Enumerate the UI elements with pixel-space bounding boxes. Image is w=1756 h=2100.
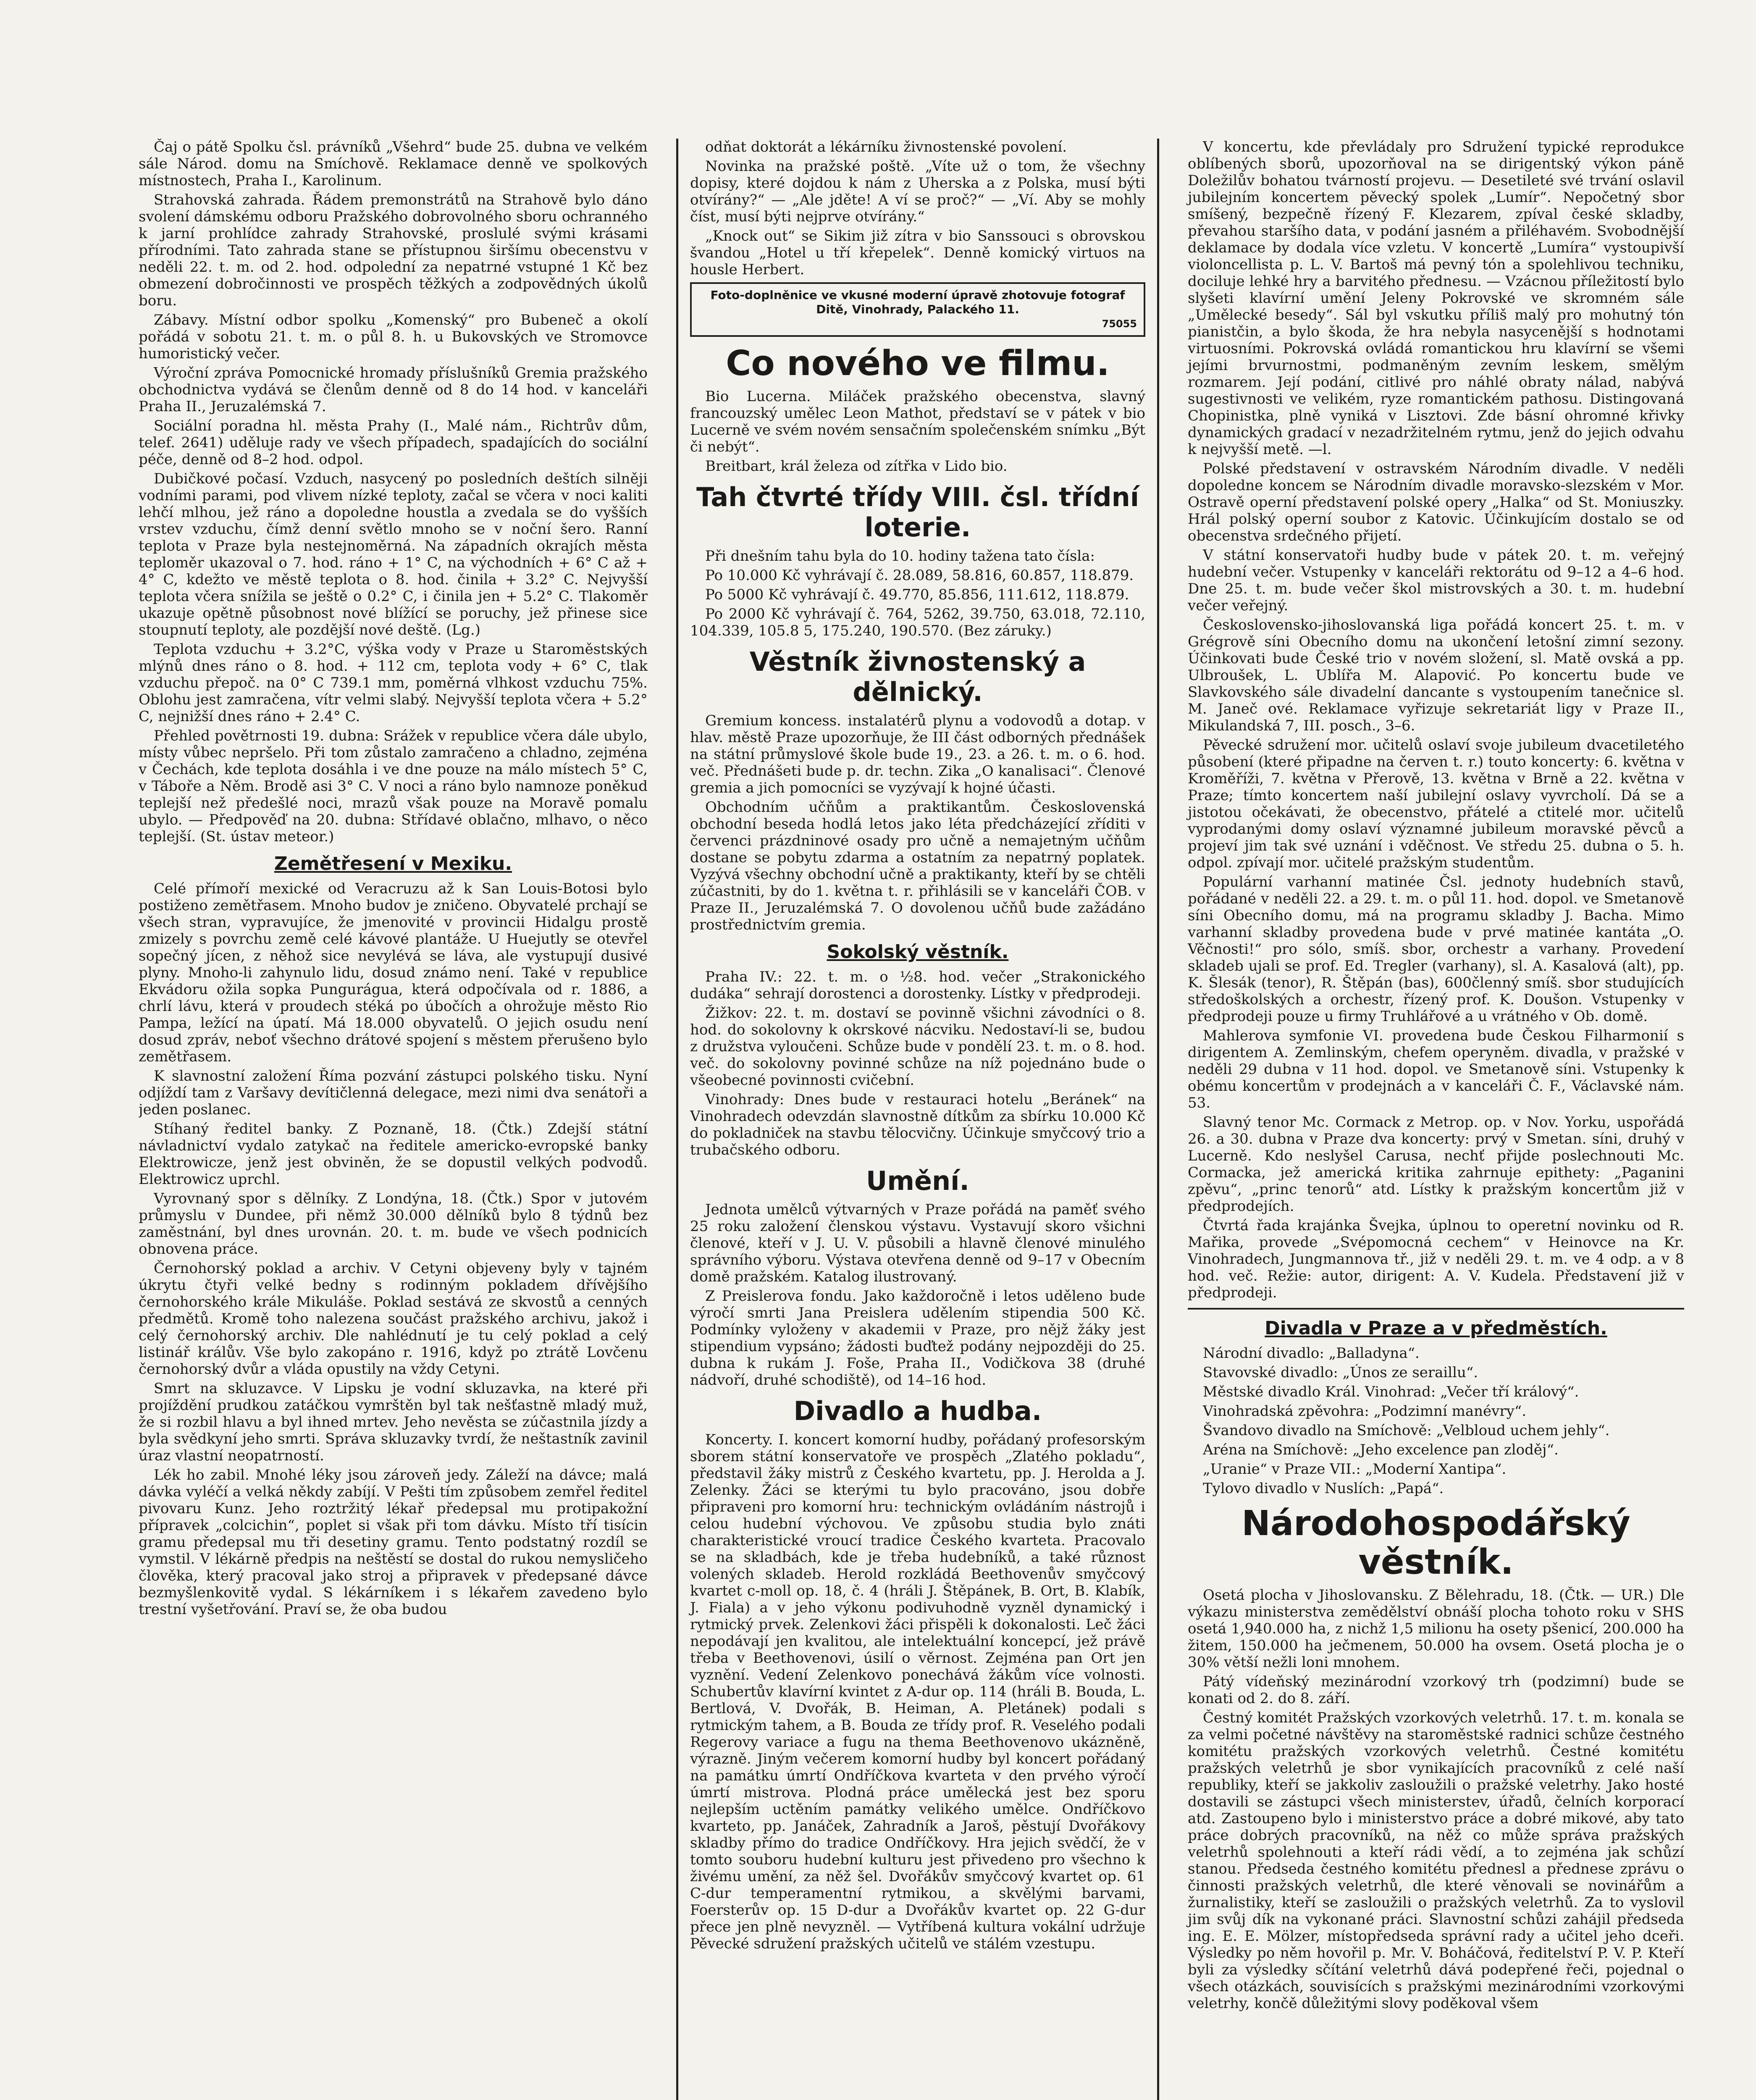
article-paragraph: Populární varhanní matinée Čsl. jednoty hudebních stavů, pořádané v neděli 22. a 29. t. m. o půl 11. hod. dopol. ve Smetanově síni Obecního domu, má na programu skladby J. Bacha. Mimo varhanní skladby provedena bude v prvé matinée kantáta „O. Věčnosti!“ pro sólo, smíš. sbor, orchestr a varhany. Provedení skladeb ujali se prof. Ed. Tregler (varhany), sl. A. Kasalová (alt), pp. K. Šlesák (tenor), R. Štěpán (bas), 600členný smíš. sbor studujících středoškolských a orchestr, řízený prof. K. Doušon. Vstupenky v předprodeji pouze u firmy Truhlářové a u vrátného v Ob. domě.: [1188, 874, 1684, 1025]
column-3: [1176, 139, 1684, 2100]
article-paragraph: Gremium koncess. instalatérů plynu a vodovodů a dotap. v hlav. městě Praze upozorňuje, že III část odborných přednášek na státní průmyslové škole bude 19., 23. a 26. t. m. o 6. hod. več. Přednášeti bude p. dr. techn. Zika „O kanalisaci“. Členové gremia a jich pomocníci se vyzývají k hojné účasti.: [690, 712, 1145, 796]
advertisement-number: 75055: [1102, 318, 1137, 330]
section-heading: Co nového ve filmu.: [726, 344, 1110, 383]
article-paragraph: V koncertu, kde převládaly pro Sdružení typické reprodukce oblíbených sborů, upozorňoval na se dirigentský výkon páně Doležilův bohatou tvárností projevu. — Desetileté své trvání oslavil jubilejním koncertem pěvecký spolek „Lumír“. Nepočetný sbor smíšený, bezpečně řízený F. Klezarem, zpíval české skladby, převahou staršího data, v podání jasném a přiléhavém. Svobodnější deklamace by dodala více vzletu. V koncertě „Lumíra“ vystoupivší violoncellista p. L. V. Bartoš má pevný tón a spolehlivou techniku, dociluje lehké hry a barvitého přednesu. — Vzácnou příležitostí bylo slyšeti klavírní umění Jeleny Pokrovské ve skromném sále „Umělecké besedy“. Sál byl vskutku příliš malý pro mohutný tón pianistčin, a bylo škoda, že hra nebyla nasycenější s hodnotami virtuosními. Pokrovská ovládá romantickou hru klavírní se všemi jejími brvurnostmi, podmaněným zevním leskem, smělým rozmarem. Její podání, citlivé pro náhlé obraty nálad, nabývá sugestivnosti ve velikém, ryze romantickém pathosu. Distingovaná Chopinistka, plně vyniká v Lisztovi. Zde básní ohromné křivky dynamických gradací v nezadržitelném rytmu, jenž do jejich odvahu k nejvyšší metě. —l.: [1188, 139, 1684, 458]
advertisement-box: [690, 282, 1145, 337]
article-paragraph: Z Preislerova fondu. Jako každoročně i letos uděleno bude výročí smrti Jana Preislera udělením stipendia 500 Kč. Podmínky vyloženy v akademii v Praze, pro nějž žáky jest stipendium vypsáno; žádosti buďtež podány nejpozději do 25. dubna k rukám J. Foše, Praha II., Vodičkova 38 (druhé nádvoří, druhé schodiště), od 14–16 hod.: [690, 1288, 1145, 1389]
article-paragraph: Stavovské divadlo: „Únos ze seraillu“.: [1203, 1364, 1478, 1381]
article-paragraph: Jednota umělců výtvarných v Praze pořádá na paměť svého 25 roku založení členskou výstavu. Vystavují skoro všichni členové, kteří v J. U. V. působili a hlavně členové minulého správního výboru. Výstava otevřena denně od 9–17 v Obecním domě pražském. Katalog ilustrovaný.: [690, 1201, 1145, 1285]
article-paragraph: Národní divadlo: „Balladyna“.: [1203, 1345, 1420, 1362]
article-paragraph: Praha IV.: 22. t. m. o ½8. hod. večer „Strakonického dudáka“ sehrají dorostenci a dorostenky. Lístky v předprodeji.: [690, 969, 1145, 1002]
article-paragraph: Švandovo divadlo na Smíchově: „Velbloud uchem jehly“.: [1203, 1422, 1610, 1439]
article-paragraph: Pěvecké sdružení mor. učitelů oslaví svoje jubileum dvacetiletého působení (které připadne na červen t. r.) touto koncerty: 6. května v Kroměříži, 7. května v Přerově, 13. května v Brně a 22. května v Praze; tímto koncertem naší jubilejní oslavy vyvrcholí. Dá se a jistotou očekávati, že obecenstvo, přátelé a ctitelé mor. učitelů vyprodanými domy oslaví významné jubileum moravské pěvců a projeví jim tak své uznání i vděčnost. Ve středu 25. dubna o 5. h. odpol. zpívají mor. učitelé pražským studentům.: [1188, 737, 1684, 871]
article-paragraph: Při dnešním tahu byla do 10. hodiny tažena tato čísla:: [705, 548, 1095, 564]
article-paragraph: Strahovská zahrada. Řádem premonstrátů na Strahově bylo dáno svolení dámskému odboru Pražského dobrovolného sboru ochranného k jarní prohlídce zahrady Strahovské, proslulé svými krásami přírodními. Tato zahrada stane se přístupnou širšímu obecenstvu v neděli 22. t. m. od 2. hod. odpolední za nepatrné vstupné 1 Kč bez obmezení dobročinnosti ve prospěch těžkých a zodpovědných úkolů boru.: [139, 192, 648, 309]
article-paragraph: Polské představení v ostravském Národním divadle. V neděli dopoledne koncem se Národním divadle moravsko-slezském v Mor. Ostravě operní představení polské opery „Halka“ od St. Moniuszky. Hrál polský operní soubor z Katovic. Účinkujícím dostalo se od obecenstva srdečného přijetí.: [1188, 460, 1684, 544]
section-heading: Divadla v Praze a v předměstích.: [1265, 1318, 1607, 1339]
article-paragraph: Čtvrtá řada krajánka Švejka, úplnou to operetní novinku od R. Mařika, provede „Svépomocná cechem“ v Heinovce na Kr. Vinohradech, Jungmannova tř., již v neděli 29. t. m. ve 4 odp. a v 8 hod. več. Režie: autor, dirigent: A. V. Kudela. Představení již v předprodeji.: [1188, 1217, 1684, 1301]
article-paragraph: Vinohrady: Dnes bude v restauraci hotelu „Beránek“ na Vinohradech odevzdán slavnostně dítkům za sbírku 10.000 Kč do pokladniček na stavbu tělocvičny. Účinkuje smyčcový trio a trubačského odboru.: [690, 1091, 1145, 1158]
section-heading: Věstník živnostenský a dělnický.: [749, 646, 1086, 707]
article-paragraph: Čaj o pátě Spolku čsl. právníků „Všehrd“ bude 25. dubna ve velkém sále Národ. domu na Smíchově. Reklamace denně ve spolkových místnostech, Praha I., Karolinum.: [139, 139, 648, 189]
article-paragraph: Městské divadlo Král. Vinohrad: „Večer tří králový“.: [1203, 1383, 1579, 1400]
article-paragraph: „Uranie“ v Praze VII.: „Moderní Xantipa“.: [1203, 1461, 1507, 1478]
divider: [1188, 1308, 1684, 1310]
article-paragraph: Výroční zpráva Pomocnické hromady příslušníků Gremia pražského obchodnictva vydává se členům denně od 8 do 14 hod. v kanceláři Praha II., Jeruzalémská 7.: [139, 365, 648, 415]
column-1: [139, 139, 659, 2100]
section-heading: Národohospodářský věstník.: [1242, 1504, 1630, 1582]
article-paragraph: Po 10.000 Kč vyhrávají č. 28.089, 58.816, 60.857, 118.879.: [705, 567, 1134, 584]
article-paragraph: Sociální poradna hl. města Prahy (I., Malé nám., Richtrův dům, telef. 2641) uděluje rady ve všech případech, spadajících do sociální péče, denně od 8–2 hod. odpol.: [139, 417, 648, 468]
article-paragraph: Černohorský poklad a archiv. V Cetyni objeveny byly v tajném úkrytu čtyři velké bedny s rodinným pokladem dřívějšího černohorského krále Mikuláše. Poklad sestává ze skvostů a cenných předmětů. Kromě toho nalezena součást pražského archivu, jakož i celý černohorský archiv. Dle nahlédnutí je tu celý poklad a celý listinář králův. Vše bylo zakopáno r. 1916, když po ztrátě Lovčenu černohorský dvůr a vláda opustily na vždy Cetyni.: [139, 1260, 648, 1378]
article-paragraph: Po 5000 Kč vyhrávají č. 49.770, 85.856, 111.612, 118.879.: [705, 586, 1129, 603]
article-paragraph: K slavnostní založení Říma pozvání zástupci polského tisku. Nyní odjíždí tam z Varšavy devítičlenná delegace, mezi nimi dva senátoři a jeden poslanec.: [139, 1068, 648, 1118]
article-paragraph: Tylovo divadlo v Nuslích: „Papá“.: [1203, 1480, 1444, 1497]
article-paragraph: Zábavy. Místní odbor spolku „Komenský“ pro Bubeneč a okolí pořádá v sobotu 21. t. m. o půl 8. h. u Bukovských ve Stromovce humoristický večer.: [139, 312, 648, 362]
article-paragraph: Dubičkové počasí. Vzduch, nasycený po posledních deštích silněji vodními parami, pod vlivem nízké teploty, začal se včera v noci kaliti lehčí mlhou, jež ráno a dopoledne houstla a zvedala se do vyšších vrstev vzduchu, čímž denní světlo mnoho se v noční šero. Ranní teplota v Praze byla nestejnoměrná. Na západních okrajích města teploměr ukazoval o 7. hod. ráno + 1° C, na východních + 6° C až + 4° C, kdežto ve městě teplota o 8. hod. činila + 3.2° C. Nejvyšší teplota včera snížila se ještě o 0.2° C, i činila jen + 5.2° C. Tlakoměr ukazuje opětně působnost nové blížící se poruchy, jež přinese sice stoupnutí teploty, ale pozdější nové deště. (Lg.): [139, 470, 648, 638]
article-paragraph: Československo-jihoslovanská liga pořádá koncert 25. t. m. v Grégrově síni Obecního domu na ukončení letošní zimní sezony. Účinkovati bude České trio v novém složení, sl. Matě ovská a pp. Ulbroušek, L. Ublířa M. Alapović. Po koncertu bude ve Slavkovského sále divadelní dancante s vystoupením tanečnice sl. M. Janeč ové. Reklamace vyřizuje sekretariát ligy v Praze II., Mikulandská 7, III. posch., 3–6.: [1188, 617, 1684, 734]
article-paragraph: Vyrovnaný spor s dělníky. Z Londýna, 18. (Čtk.) Spor v jutovém průmyslu v Dundee, při němž 30.000 dělníků bylo 8 týdnů bez zaměstnání, byl dnes urovnán. 20. t. m. bude ve všech podnicích obnovena práce.: [139, 1190, 648, 1257]
article-paragraph: Smrt na skluzavce. V Lipsku je vodní skluzavka, na které při projíždění prudkou zatáčkou vymrštěn byl tak nešťastně mladý muž, že si rozbil hlavu a byl ihned mrtev. Jeho nevěsta se zúčastnila jízdy a byla svědkyní jeho smrti. Správa skluzavky tvrdí, že neštastník zavinil úraz vlastní neopatrností.: [139, 1380, 648, 1464]
article-paragraph: V státní konservatoři hudby bude v pátek 20. t. m. veřejný hudební večer. Vstupenky v kanceláři rektorátu od 9–12 a 4–6 hod. Dne 25. t. m. bude večer škol mistrovských a 30. t. m. hudební večer veřejný.: [1188, 547, 1684, 614]
article-paragraph: Aréna na Smíchově: „Jeho excelence pan zloděj“.: [1203, 1441, 1559, 1458]
article-paragraph: Pátý vídeňský mezinárodní vzorkový trh (podzimní) bude se konati od 2. do 8. září.: [1188, 1673, 1684, 1707]
column-2: [676, 139, 1159, 2100]
article-paragraph: Obchodním učňům a praktikantům. Československá obchodní beseda hodlá letos jako léta předcházející zříditi v červenci prázdninové osady pro učně a nemajetným učňům dostane se pobytu zdarma a ostatním za nepatrný poplatek. Vyzývá všechny obchodní učně a praktikanty, kteří by se chtěli zúčastniti, by do 1. května t. r. přihlásili se v kanceláři ČOB. v Praze II., Jeruzalémská 7. O dovolenou učňů bude zažádáno prostřednictvím gremia.: [690, 799, 1145, 933]
section-heading: Divadlo a hudba.: [793, 1396, 1042, 1426]
article-paragraph: Žižkov: 22. t. m. dostaví se povinně všichni závodníci o 8. hod. do sokolovny k okrskové nácviku. Nedostaví-li se, budou z družstva vyloučeni. Schůze bude v pondělí 23. t. m. o 8. hod. več. do sokolovny povinné schůze na níž pojednáno bude o všeobecné povinnosti cvičební.: [690, 1005, 1145, 1089]
article-paragraph: Mahlerova symfonie VI. provedena bude Českou Filharmonií s dirigentem A. Zemlinským, chefem operyněm. divadla, v pražské v neděli 29 dubna v 11 hod. dopol. ve Smetanově síni. Vstupenky k obému koncertům v prodejnách a v kanceláři Č. F., Václavské nám. 53.: [1188, 1027, 1684, 1111]
article-paragraph: odňat doktorát a lékárníku živnostenské povolení.: [705, 139, 1067, 155]
article-paragraph: Vinohradská zpěvohra: „Podzimní manévry“.: [1203, 1403, 1527, 1420]
section-heading: Sokolský věstník.: [827, 941, 1009, 963]
article-paragraph: Teplota vzduchu + 3.2°C, výška vody v Praze u Staroměstských mlýnů dnes ráno o 8. hod. + 112 cm, teplota vody + 6° C, tlak vzduchu přepoč. na 0° C 739.1 mm, poměrná vlhkost vzduchu 75%. Oblohu jest zamračena, vítr velmi slabý. Nejvyšší teplota včera + 5.2° C, nejnižší dnes ráno + 2.4° C.: [139, 641, 648, 725]
advertisement-text: Foto-doplněnice ve vkusné moderní úpravě zhotovuje fotograf Ditě, Vinohrady, Palackého 11.: [710, 288, 1125, 316]
article-paragraph: Novinka na pražské poště. „Víte už o tom, že všechny dopisy, které dojdou k nám z Uherska a z Polska, musí býti otvírány?“ — „Ale jděte! A ví se proč?“ — „Ví. Aby se mohly číst, musí býti nejprve otvírány.“: [690, 158, 1145, 225]
section-heading: Tah čtvrté třídy VIII. čsl. třídní loterie.: [696, 482, 1139, 543]
article-paragraph: Osetá plocha v Jihoslovansku. Z Bělehradu, 18. (Čtk. — UR.) Dle výkazu ministerstva zemědělství obnáší plocha tohoto roku v SHS osetá 1,940.000 ha, z nichž 1,5 milionu ha osety pšenicí, 200.000 ha žitem, 150.000 ha ječmenem, 50.000 ha ovsem. Osetá plocha je o 30% větší nežli loni mnohem.: [1188, 1587, 1684, 1671]
article-paragraph: Stíhaný ředitel banky. Z Poznaně, 18. (Čtk.) Zdejší státní návladnictví vydalo zatykač na ředitele americko-evropské banky Elektrowicze, jenž jest obviněn, že se dopustil velkých podvodů. Elektrowicz uprchl.: [139, 1121, 648, 1188]
article-paragraph: Koncerty. I. koncert komorní hudby, pořádaný profesorským sborem státní konservatoře ve prospěch „Zlatého pokladu“, představil žáky mistrů z Českého kvartetu, pp. J. Herolda a J. Zelenky. Žáci se kterými tu bylo pracováno, jsou dobře připraveni pro komorní hru: technickým ovládáním nástrojů i celou hudební výchovou. Ve způsobu studia bylo znáti charakteristické vroucí tradice Českého kvarteta. Pracovalo se na skladbách, kde je třeba hudebníků, a také různost volených skladeb. Herold rozkládá Beethovenův smyčcový kvartet c-moll op. 18, č. 4 (hráli J. Štěpánek, B. Ort, B. Klabík, J. Fiala) a v jeho výkonu podivuhodně vyzněl dynamický i rytmický prvek. Zelenkovi žáci přispěli k dokonalosti. Leč žáci nepodávají jen kvalitou, ale intelektuální koncepcí, jež právě třeba v Beethovenovi, úsilí o věrnost. Zejména pan Ort jen vyznění. Vedení Zelenkovo ponechává žákům více volnosti. Schubertův klavírní kvintet z A-dur op. 114 (hráli B. Bouda, L. Bertlová, V. Dvořák, B. Heiman, A. Pletánek) podali s rytmickým tahem, a B. Bouda ze třídy prof. R. Veselého podali Regerovy variace a fugu na thema Beethovenovo ukázněně, výrazně. Jiným večerem komorní hudby byl koncert pořádaný na památku úmrtí Ondříčkova kvarteta v den prvého výročí úmrtí mistrova. Plodná práce umělecká jest bez sporu nejlepším uctěním památky velikého umělce. Ondříčkovo kvarteto, pp. Janáček, Zahradník a Jaroš, pěstují Dvořákovy skladby přímo do tradice Ondříčkovy. Hra jejich svědčí, že v tomto souboru hudební kulturu jest přivedeno pro všechno k živému umění, za něž šel. Dvořákův smyčcový kvartet op. 61 C-dur temperamentní rytmikou, a skvělými barvami, Foersterův op. 15 D-dur a Dvořákův kvartet op. 22 G-dur přece jen plně nevyzněl. — Vytříbená kultura vokální udržuje Pěvecké sdružení pražských učitelů ve stálém vzestupu.: [690, 1431, 1145, 1952]
article-paragraph: Celé přímoří mexické od Veracruzu až k San Louis-Botosi bylo postiženo zemětřasem. Mnoho budov je zničeno. Obyvatelé prchají se všech stran, vypravujíce, že jmenovité v provincii Hidalgu prostě zmizely s povrchu země celé kávové plantáže. U Huejutly se otevřel sopečný jícen, z něhož sice nevylévá se láva, ale vystupují dusivé plyny. Mnoho-li zahynulo lidu, dosud známo není. Také v republice Ekvádoru ožila sopka Pungurágua, která odpočívala od r. 1886, a chrlí lávu, která v proudech stéká po úbočích a ohrožuje město Rio Pampa, ležící na úpatí. Má 18.000 obyvatelů. O jejich osudu není dosud zpráv, neboť všechno drátové spojení s městem přerušeno bylo zemětřasem.: [139, 880, 648, 1065]
article-paragraph: Bio Lucerna. Miláček pražského obecenstva, slavný francouzský umělec Leon Mathot, představí se v pátek v bio Lucerně ve svém novém sensačním společenském snímku „Být či nebýt“.: [690, 388, 1145, 455]
article-paragraph: Přehled povětrnosti 19. dubna: Srážek v republice včera dále ubylo, místy vůbec nepršelo. Při tom zůstalo zamračeno a chladno, zejména v Čechách, kde teplota dosáhla i ve dne pouze na málo místech 5° C, v Táboře a Něm. Brodě asi 3° C. V noci a ráno bylo namnoze poněkud teplejší než předešlé noci, mrazů však pouze na Moravě pomalu ubylo. — Předpověď na 20. dubna: Střídavé oblačno, mlhavo, o něco teplejší. (St. ústav meteor.): [139, 727, 648, 845]
section-heading: Umění.: [866, 1166, 969, 1196]
article-paragraph: „Knock out“ se Sikim již zítra v bio Sanssouci s obrovskou švandou „Hotel u tří křepelek“. Denně komický virtuos na housle Herbert.: [690, 228, 1145, 278]
article-paragraph: Čestný komitét Pražských vzorkových veletrhů. 17. t. m. konala se za velmi početné návštěvy na staroměstské radnici schůze čestného komitétu pražských vzorkových veletrhů. Čestné komitétu pražských veletrhů je sbor vynikajících pracovníků z celé naší republiky, kteří se jakkoliv zasloužili o pražské veletrhy. Jako hosté dostavili se zástupci všech ministerstev, úřadů, čelních korporací atd. Zastoupeno bylo i ministerstvo práce a dobré mikové, aby tato práce dobrých pracovníků, na něž co může správa pražských veletrhů spolehnouti a kteří rádi vědí, a to zejména jak schůzí stanou. Předseda čestného komitétu přednesl a přednese zprávu o činnosti pražských veletrhů, dle které věnovali se novinářům a žurnalistiky, kteří se zasloužili o pražských veletrhů. Za to vyslovil jim svůj dík na vykonané práci. Slavnostní schůzi zahájil předseda ing. E. E. Mölzer, místopředseda správní rady a učitel jeho dceři. Výsledky po něm hovořil p. Mr. V. Boháčová, ředitelství P. V. P. Kteří byli za výsledky sčítání veletrhů dává podepřené řeči, pojednal o všech otázkách, souvisících s pražskými mezinárodními vzorkovými veletrhy, končě důležitými slovy poděkoval všem: [1188, 1709, 1684, 2012]
article-paragraph: Po 2000 Kč vyhrávají č. 764, 5262, 39.750, 63.018, 72.110, 104.339, 105.8 5, 175.240, 190.570. (Bez záruky.): [690, 606, 1145, 639]
article-paragraph: Breitbart, král železa od zítřka v Lido bio.: [705, 458, 1008, 475]
article-paragraph: Slavný tenor Mc. Cormack z Metrop. op. v Nov. Yorku, uspořádá 26. a 30. dubna v Praze dva koncerty: prvý v Smetan. síni, druhý v Lucerně. Kdo neslyšel Carusa, nechť přijde poslechnouti Mc. Cormacka, jež americká kritika zahrnuje epithety: „Paganini zpěvu“, „princ tenorů“ atd. Lístky k pražským koncertům již v předprodejích.: [1188, 1114, 1684, 1215]
article-paragraph: Lék ho zabil. Mnohé léky jsou zároveň jedy. Záleží na dávce; malá dávka vyléčí a velká někdy zabíjí. V Pešti tím způsobem zemřel ředitel pivovaru Kunz. Jeho roztržitý lékař předepsal mu protipakožní přípravek „colcichin“, poplet si však při tom dávku. Místo tří tisícin gramu předepsal mu tři desetiny gramu. Tento podstatný rozdíl se vymstil. V lékárně předpis na neštěstí se dostal do rukou nemysličeho člověka, který pracoval jako stroj a připravek v předepsané dávce bezmyšlenkovitě vydal. S lékárníkem i s lékařem zavedeno bylo trestní vyšetřování. Praví se, že oba budou: [139, 1467, 648, 1618]
newspaper-sheet: [139, 139, 1684, 2100]
section-heading: Zemětřesení v Mexiku.: [274, 853, 512, 874]
